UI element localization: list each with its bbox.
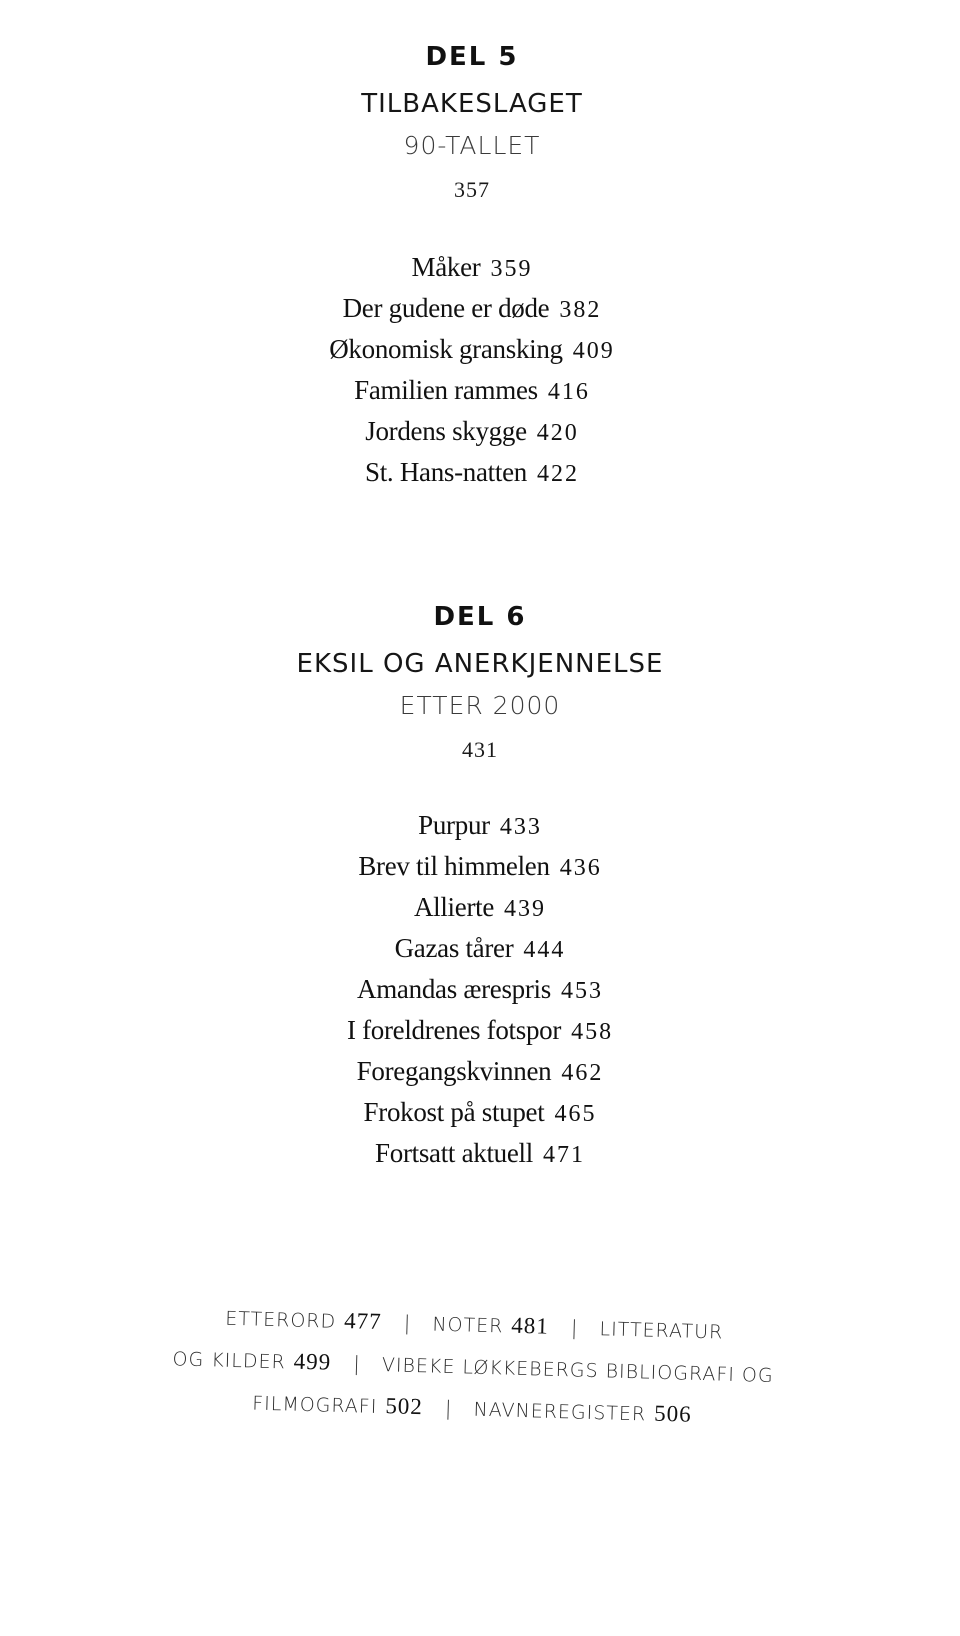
chapter-title: Fortsatt aktuell — [375, 1138, 533, 1168]
part-title: EKSIL OG ANERKJENNELSE — [296, 649, 664, 679]
separator: | — [403, 1310, 411, 1335]
chapter-page-number: 420 — [536, 420, 579, 446]
chapter-page-number: 359 — [490, 256, 533, 282]
chapter-title: Familien rammes — [354, 375, 538, 405]
back-matter-label: NOTER — [432, 1313, 504, 1338]
chapter-entry — [0, 371, 952, 412]
part-label: DEL 6 — [433, 602, 527, 632]
chapter-entry — [0, 412, 952, 453]
chapter-page-number: 465 — [554, 1101, 597, 1127]
part-title: TILBAKESLAGET — [361, 89, 583, 119]
back-matter-label: VIBEKE LØKKEBERGS BIBLIOGRAFI OG — [381, 1354, 774, 1387]
chapter-page-number: 444 — [523, 937, 566, 963]
chapter-entry — [0, 248, 952, 289]
chapter-page-number: 436 — [559, 855, 602, 881]
part-period: ETTER 2000 — [399, 691, 561, 720]
chapter-title: Der gudene er døde — [342, 293, 550, 323]
chapter-entry — [0, 289, 952, 330]
chapter-title: St. Hans-natten — [365, 457, 527, 487]
chapter-page-number: 409 — [572, 338, 615, 364]
chapter-title: Økonomisk gransking — [329, 334, 563, 364]
part-page-number: 431 — [462, 737, 498, 762]
back-matter-page-number: 477 — [343, 1307, 383, 1335]
chapter-list — [0, 806, 960, 1175]
chapter-title: Foregangskvinnen — [356, 1056, 552, 1086]
part-label: DEL 5 — [425, 42, 519, 72]
chapter-title: Amandas ærespris — [357, 974, 551, 1004]
chapter-page-number: 458 — [571, 1019, 614, 1045]
chapter-page-number: 453 — [560, 978, 603, 1004]
back-matter-label: OG KILDER — [172, 1348, 287, 1374]
chapter-entry — [0, 1134, 960, 1175]
part-6-section — [0, 600, 960, 1191]
chapter-entry — [0, 453, 952, 494]
back-matter-label: FILMOGRAFI — [251, 1392, 378, 1418]
chapter-entry — [0, 1011, 960, 1052]
chapter-page-number: 433 — [499, 814, 542, 840]
chapter-page-number: 462 — [561, 1060, 604, 1086]
chapter-title: Allierte — [413, 892, 495, 922]
chapter-entry — [0, 888, 960, 929]
chapter-entry — [0, 330, 952, 371]
back-matter-page-number: 499 — [293, 1348, 332, 1375]
chapter-page-number: 416 — [547, 379, 590, 405]
chapter-entry — [0, 1052, 960, 1093]
chapter-title: Måker — [411, 252, 481, 282]
part-page-number: 357 — [454, 177, 490, 202]
chapter-title: Jordens skygge — [365, 416, 527, 446]
chapter-title: Gazas tårer — [394, 933, 514, 963]
back-matter-page-number: 506 — [653, 1400, 693, 1427]
separator: | — [444, 1395, 452, 1421]
back-matter-label: NAVNEREGISTER — [473, 1398, 647, 1426]
chapter-title: Brev til himmelen — [358, 851, 550, 881]
chapter-entry — [0, 929, 960, 970]
chapter-page-number: 382 — [559, 297, 602, 323]
separator: | — [570, 1315, 578, 1340]
chapter-page-number: 439 — [504, 896, 547, 922]
chapter-title: Purpur — [418, 810, 490, 840]
back-matter — [126, 1295, 819, 1440]
chapter-list — [0, 248, 952, 494]
back-matter-page-number: 502 — [385, 1393, 424, 1420]
separator: | — [352, 1351, 361, 1376]
chapter-entry — [0, 1093, 960, 1134]
part-period: 90-TALLET — [403, 131, 541, 160]
chapter-entry — [0, 970, 960, 1011]
chapter-title: I foreldrenes fotspor — [346, 1015, 562, 1045]
part-5-section — [0, 40, 952, 510]
back-matter-label: ETTERORD — [225, 1307, 337, 1333]
back-matter-label: LITTERATUR — [599, 1318, 724, 1344]
back-matter-page-number: 481 — [511, 1312, 550, 1339]
chapter-entry — [0, 806, 960, 847]
chapter-page-number: 422 — [536, 461, 579, 487]
chapter-title: Frokost på stupet — [363, 1097, 545, 1127]
chapter-entry — [0, 847, 960, 888]
chapter-page-number: 471 — [542, 1142, 585, 1168]
